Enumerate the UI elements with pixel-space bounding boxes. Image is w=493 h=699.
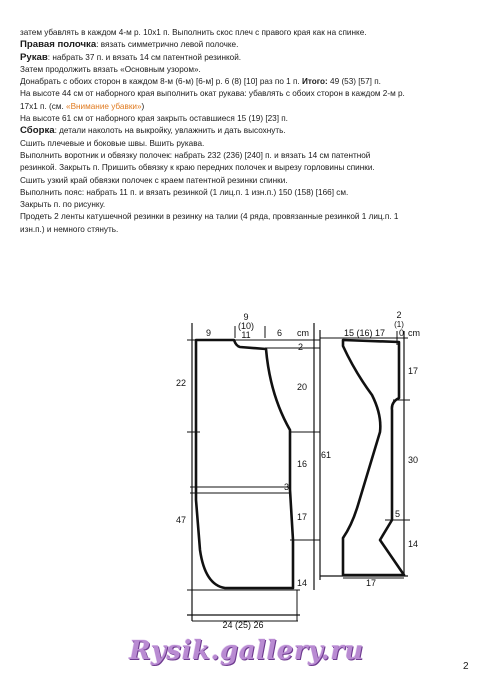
text-line: Выполнить пояс: набрать 11 п. и вязать резинкой (1 лиц.п. 1 изн.п.) 150 (158) [166] см. bbox=[20, 187, 349, 197]
front-piece-outline bbox=[196, 340, 293, 588]
text-line: Продеть 2 ленты катушечной резинки в резинку на талии (4 ряда, провязанные резинкой 1 лиц.п. 1 bbox=[20, 212, 399, 222]
text-fragment: ) bbox=[141, 101, 145, 111]
dim-label: 9 bbox=[243, 312, 249, 322]
sleeve-piece-diagram bbox=[320, 330, 410, 580]
text-fragment: : вязать симметрично левой полочке. bbox=[96, 40, 239, 50]
dim-label: 5 bbox=[395, 509, 401, 519]
dim-label: 17 bbox=[366, 578, 377, 588]
text-line: Выполнить воротник и обвязку полочек: набрать 232 (236) [240] п. и вязать 14 см патентной bbox=[20, 150, 371, 160]
attention-decreases-link[interactable]: «Внимание убавки» bbox=[66, 101, 142, 111]
text-line: Сшить узкий край обвязки полочек с краем патентной резинки спинки. bbox=[20, 175, 288, 185]
sleeve-piece-outline bbox=[343, 340, 404, 575]
text-line: На высоте 61 см от наборного края закрыть оставшиеся 15 (19) [23] п. bbox=[20, 114, 288, 124]
dim-label: 9 bbox=[206, 328, 212, 338]
section-title-right-front: Правая полочка bbox=[20, 39, 97, 51]
text-line: На высоте 44 см от наборного края выполнить окат рукава: убавлять с обоих сторон в каждом 2-м р. bbox=[20, 89, 405, 99]
dim-label: 3 bbox=[284, 482, 290, 492]
dim-label: (10) bbox=[237, 321, 255, 331]
unit-label: cm bbox=[297, 328, 309, 338]
text-line: Сшить плечевые и боковые швы. Вшить рукава. bbox=[20, 138, 205, 148]
dim-label: 2 bbox=[396, 310, 402, 320]
dim-label: 14 bbox=[297, 578, 308, 588]
text-fragment: 49 (53) [57] п. bbox=[327, 77, 381, 87]
section-title-assembly: Сборка bbox=[20, 125, 55, 137]
dim-label: 14 bbox=[408, 539, 419, 549]
dim-label: 22 bbox=[176, 378, 187, 388]
dim-label: 20 bbox=[297, 382, 308, 392]
text-line: резинкой. Закрыть п. Пришить обвязку к краю передних полочек и вырезу горловины спинки. bbox=[20, 163, 375, 173]
dim-label: 0 bbox=[399, 328, 405, 338]
text-line: Закрыть п. по рисунку. bbox=[20, 200, 106, 210]
text-line: Затем продолжить вязать «Основным узором». bbox=[20, 64, 201, 74]
section-title-sleeve: Рукав bbox=[20, 51, 48, 63]
text-line: затем убавлять в каждом 4-м р. 10x1 п. Выполнить скос плеч с правого края как на спинке. bbox=[20, 28, 367, 37]
dim-label: 17 bbox=[297, 512, 308, 522]
text-fragment: Донабрать с обоих сторон в каждом 8-м (6-м) [6-м] р. 6 (8) [10] раз по 1 п. bbox=[20, 77, 302, 87]
unit-label: cm bbox=[408, 328, 420, 338]
text-fragment: : детали наколоть на выкройку, увлажнить и дать высохнуть. bbox=[54, 126, 286, 136]
dim-label: 17 bbox=[408, 366, 419, 376]
text-fragment: 17x1 п. (см. bbox=[20, 101, 67, 111]
dim-label: (1) bbox=[394, 320, 404, 329]
dim-label: 47 bbox=[176, 515, 187, 525]
dim-label: 6 bbox=[277, 328, 283, 338]
total-label: Итого: bbox=[301, 77, 328, 87]
dim-label: 16 bbox=[297, 459, 308, 469]
dim-label: 15 (16) 17 bbox=[344, 328, 386, 338]
dim-label: 24 (25) 26 bbox=[222, 620, 264, 630]
dim-label: 2 bbox=[298, 342, 304, 352]
front-piece-diagram bbox=[187, 323, 320, 621]
text-fragment: : набрать 37 п. и вязать 14 см патентной резинкой. bbox=[47, 52, 242, 62]
site-watermark: Rysik.gallery.ru bbox=[129, 636, 364, 666]
dim-label: 11 bbox=[241, 330, 251, 340]
page-number: 2 bbox=[463, 661, 469, 672]
dim-label: 30 bbox=[408, 455, 419, 465]
text-line: изн.п.) и немного стянуть. bbox=[20, 224, 119, 234]
dim-label: 61 bbox=[321, 450, 332, 460]
